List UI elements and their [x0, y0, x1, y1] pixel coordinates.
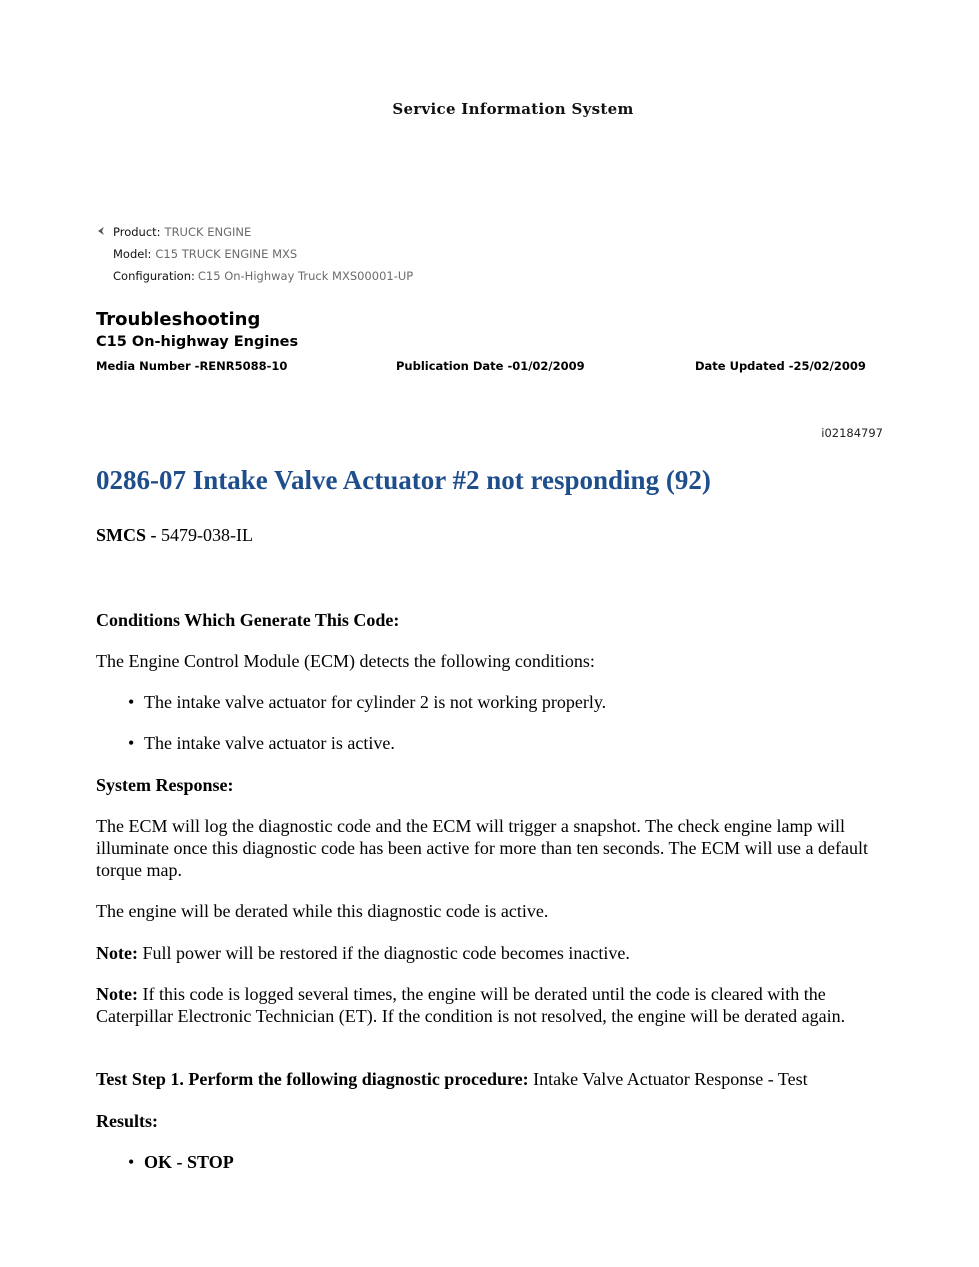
- bullet-icon: •: [128, 733, 135, 753]
- configuration-value: C15 On-Highway Truck MXS00001-UP: [197, 269, 414, 283]
- test-step-1-label: Test Step 1. Perform the following diagnostic procedure:: [96, 1069, 529, 1089]
- note-1: [96, 942, 886, 964]
- date-updated: Date Updated -25/02/2009: [695, 359, 866, 373]
- document-subtitle: C15 On-highway Engines: [96, 334, 299, 350]
- note-1-text: Full power will be restored if the diagnostic code becomes inactive.: [137, 943, 630, 963]
- note-2: [96, 983, 886, 1027]
- configuration-row: [113, 269, 413, 283]
- model-value: C15 TRUCK ENGINE MXS: [155, 247, 298, 261]
- conditions-heading: Conditions Which Generate This Code:: [96, 610, 400, 630]
- list-item: [128, 691, 606, 713]
- result-1: OK - STOP: [144, 1152, 234, 1172]
- model-row: [113, 247, 297, 261]
- media-number: Media Number -RENR5088-10: [96, 359, 288, 373]
- bullet-icon: •: [128, 1152, 135, 1172]
- response-paragraph-1: The ECM will log the diagnostic code and the ECM will trigger a snapshot. The check engine lamp will illuminate once this diagnostic code has been active for more than ten seconds. The ECM will use a default torque map.: [96, 816, 868, 880]
- response-paragraph-2: The engine will be derated while this diagnostic code is active.: [96, 901, 549, 921]
- condition-1: The intake valve actuator for cylinder 2 is not working properly.: [144, 692, 607, 712]
- configuration-label: Configuration:: [113, 269, 195, 283]
- document-id: i02184797: [821, 426, 883, 440]
- system-title: Service Information System: [392, 100, 634, 118]
- smcs-label: SMCS -: [96, 525, 162, 545]
- model-label: Model:: [113, 247, 152, 261]
- note-2-label: Note:: [96, 984, 138, 1004]
- condition-2: The intake valve actuator is active.: [144, 733, 395, 753]
- conditions-intro: The Engine Control Module (ECM) detects the following conditions:: [96, 651, 595, 671]
- back-arrow-icon[interactable]: [96, 226, 106, 236]
- product-label: Product:: [113, 225, 161, 239]
- smcs-line: [96, 524, 886, 546]
- smcs-value: 5479-038-IL: [161, 525, 253, 545]
- product-row: [113, 225, 251, 239]
- list-item: [128, 732, 395, 754]
- product-value: TRUCK ENGINE: [164, 225, 252, 239]
- results-heading: Results:: [96, 1111, 158, 1131]
- test-step-1: [96, 1068, 886, 1090]
- note-1-label: Note:: [96, 943, 138, 963]
- document-type: Troubleshooting: [96, 309, 261, 330]
- response-heading: System Response:: [96, 775, 234, 795]
- note-2-text: If this code is logged several times, the engine will be derated until the code is cleared with the Caterpillar Electronic Technician (ET). If the condition is not resolved, the engine will be derated again.: [96, 984, 846, 1026]
- test-step-1-link[interactable]: Intake Valve Actuator Response - Test: [528, 1069, 808, 1089]
- bullet-icon: •: [128, 692, 135, 712]
- page-title: 0286-07 Intake Valve Actuator #2 not responding (92): [96, 465, 711, 495]
- list-item: [128, 1151, 234, 1173]
- publication-date: Publication Date -01/02/2009: [396, 359, 585, 373]
